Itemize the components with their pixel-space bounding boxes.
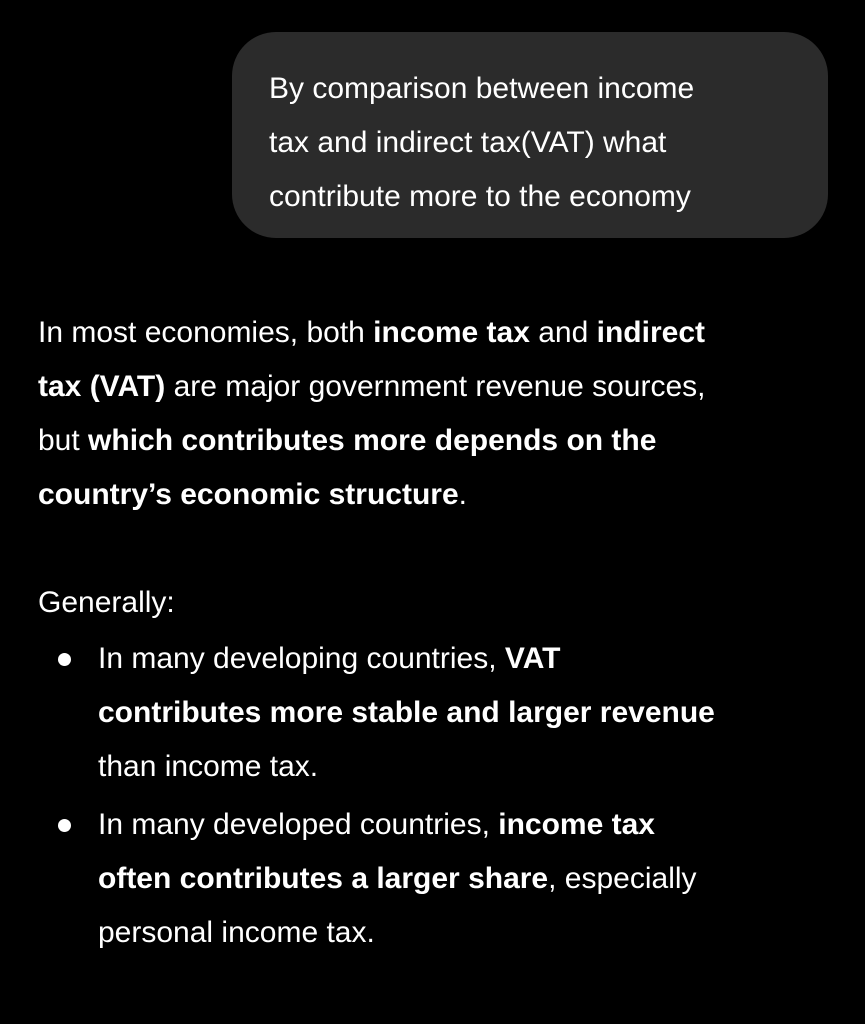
bullet-bold-text: often contributes a larger share xyxy=(98,862,549,895)
intro-bold-text: indirect xyxy=(596,316,705,349)
assistant-message xyxy=(38,306,838,960)
generally-text: Generally: xyxy=(38,586,175,619)
bullet-text: In many developed countries, xyxy=(98,808,499,841)
bullet-line xyxy=(98,798,838,852)
bullet-line xyxy=(98,852,838,906)
bullet-bold-text: income tax xyxy=(498,808,655,841)
bullet-bold-text: contributes more stable and larger revenue xyxy=(98,696,715,729)
bullet-text: , especially xyxy=(548,862,697,895)
intro-bold-text: tax (VAT) xyxy=(38,370,166,403)
intro-text: . xyxy=(458,478,468,511)
list-item xyxy=(38,632,838,794)
intro-line xyxy=(38,414,838,468)
bullet-line xyxy=(98,686,838,740)
bullet-bold-text: VAT xyxy=(504,642,561,675)
list-item xyxy=(38,798,838,960)
intro-paragraph xyxy=(38,306,838,522)
intro-text: but xyxy=(38,424,89,457)
bullet-text: personal income tax. xyxy=(98,916,375,949)
intro-text: are major government revenue sources, xyxy=(165,370,706,403)
intro-line xyxy=(38,468,838,522)
intro-bold-text: which contributes more depends on the xyxy=(88,424,657,457)
bullet-text: than income tax. xyxy=(98,750,319,783)
bullet-line xyxy=(98,906,838,960)
intro-bold-text: country’s economic structure xyxy=(38,478,459,511)
bullet-icon xyxy=(58,819,71,832)
user-message-line: By comparison between income xyxy=(269,72,695,105)
intro-text: In most economies, both xyxy=(38,316,374,349)
intro-line xyxy=(38,360,838,414)
bullet-list xyxy=(38,632,838,960)
intro-text: and xyxy=(529,316,597,349)
bullet-icon xyxy=(58,653,71,666)
bullet-line xyxy=(98,740,838,794)
user-message-line: contribute more to the economy xyxy=(269,180,691,213)
intro-line xyxy=(38,306,838,360)
user-message-bubble xyxy=(232,32,828,238)
generally-heading xyxy=(38,576,838,630)
user-message-line: tax and indirect tax(VAT) what xyxy=(269,126,667,159)
bullet-line xyxy=(98,632,838,686)
intro-bold-text: income tax xyxy=(373,316,530,349)
bullet-text: In many developing countries, xyxy=(98,642,505,675)
